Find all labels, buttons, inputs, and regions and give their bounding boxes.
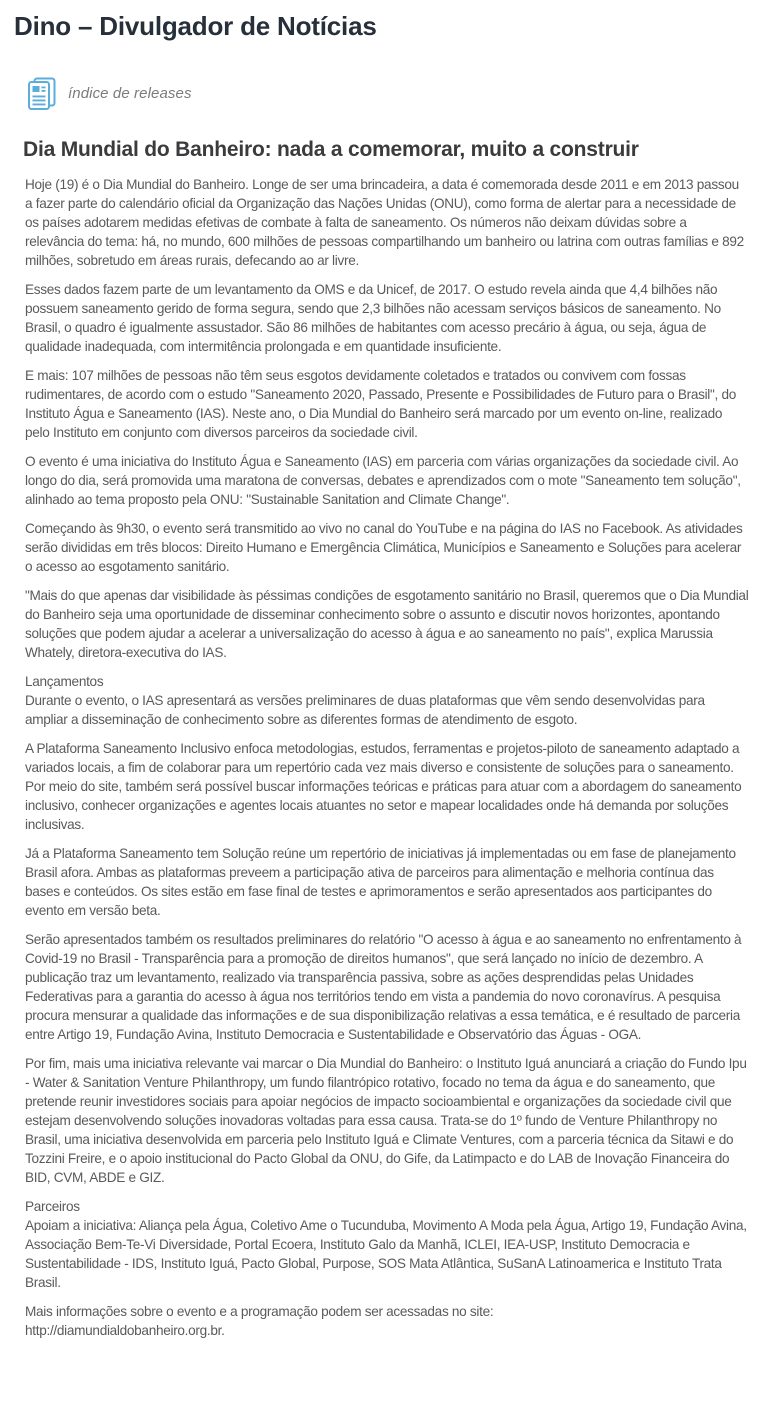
paragraph-plataforma-solucao	[25, 844, 749, 920]
paragraph-parceiros	[25, 1197, 749, 1292]
paragraph-transmissao	[25, 519, 749, 576]
paragraph-text: Por fim, mais uma iniciativa relevante vai marcar o Dia Mundial do Banheiro: o Instituto Iguá anunciará a criação do Fundo Ipu - Water & Sanitation Venture Philanthropy, um fundo filantrópico rotativo, focado no tema da água e do saneamento, que pretende reunir investidores sociais para apoiar negócios de impacto socioambiental e organizações da sociedade civil que estejam desenvolvendo soluções inovadoras voltadas para essa causa. Trata-se do 1º fundo de Venture Philanthropy no Brasil, uma iniciativa desenvolvida em parceria pelo Instituto Iguá e Climate Ventures, com a parceria técnica da Sitawi e do Tozzini Freire, e o apoio institucional do Pacto Global da ONU, do Gife, da Latimpacto e do LAB de Inovação Financeira do BID, CVM, ABDE e GIZ.	[25, 1055, 747, 1185]
article-body	[25, 175, 749, 1340]
paragraph-text: O evento é uma iniciativa do Instituto Água e Saneamento (IAS) em parceria com várias organizações da sociedade civil. Ao longo do dia, será promovida uma maratona de conversas, debates e aprendizados com o mote "Saneamento tem solução", alinhado ao tema proposto pela ONU: "Sustainable Sanitation and Climate Change".	[25, 453, 741, 507]
paragraph-evento-iniciativa	[25, 452, 749, 509]
releases-index-link[interactable]: índice de releases	[68, 85, 192, 102]
paragraph-text: "Mais do que apenas dar visibilidade às péssimas condições de esgotamento sanitário no Brasil, queremos que o Dia Mundial do Banheiro seja uma oportunidade de disseminar conhecimento sobre o assunto e discutir novos horizontes, apontando soluções que podem ajudar a acelerar a universalização do acesso à água e ao saneamento no país", explica Marussia Whately, diretora-executiva do IAS.	[25, 587, 749, 660]
paragraph-text: Durante o evento, o IAS apresentará as versões preliminares de duas plataformas que vêm sendo desenvolvidas para ampliar a disseminação de conhecimento sobre as diferentes formas de atendimento de esgoto.	[25, 692, 705, 727]
paragraph-text: Mais informações sobre o evento e a programação podem ser acessadas no site:	[25, 1303, 494, 1319]
paragraph-oms-unicef	[25, 280, 749, 356]
paragraph-relatorio-covid	[25, 930, 749, 1044]
paragraph-citacao-marussia	[25, 586, 749, 662]
paragraph-mais-informacoes	[25, 1302, 749, 1340]
paragraph-fundo-ipu	[25, 1054, 749, 1187]
section-heading-parceiros: Parceiros	[25, 1198, 80, 1214]
section-heading-lancamentos: Lançamentos	[25, 673, 104, 689]
paragraph-intro	[25, 175, 749, 270]
paragraph-text: Começando às 9h30, o evento será transmitido ao vivo no canal do YouTube e na página do IAS no Facebook. As atividades serão divididas em três blocos: Direito Humano e Emergência Climática, Municípios e Saneamento e Soluções para acelerar o acesso ao esgotamento sanitário.	[25, 520, 743, 574]
site-title: Dino – Divulgador de Notícias	[14, 11, 377, 41]
paragraph-text: Apoiam a iniciativa: Aliança pela Água, Coletivo Ame o Tucunduba, Movimento A Moda pela Água, Artigo 19, Fundação Avina, Associação Bem-Te-Vi Diversidade, Portal Ecoera, Instituto Galo da Manhã, ICLEI, IEA-USP, Instituto Democracia e Sustentabilidade - IDS, Instituto Iguá, Pacto Global, Purpose, SOS Mata Atlântica, SuSanA Latinoamerica e Instituto Trata Brasil.	[25, 1217, 747, 1290]
paragraph-text: Esses dados fazem parte de um levantamento da OMS e da Unicef, de 2017. O estudo revela ainda que 4,4 bilhões não possuem saneamento gerido de forma segura, sendo que 2,3 bilhões não acessam serviços básicos de saneamento. No Brasil, o quadro é igualmente assustador. São 86 milhões de habitantes com acesso precário à água, ou seja, água de qualidade inadequada, com intermitência prolongada e em quantidade insuficiente.	[25, 281, 721, 354]
article-headline: Dia Mundial do Banheiro: nada a comemorar, muito a construir	[23, 137, 639, 161]
paragraph-plataforma-inclusivo	[25, 739, 749, 834]
releases-index-nav[interactable]	[27, 77, 759, 111]
paragraph-text: Já a Plataforma Saneamento tem Solução reúne um repertório de iniciativas já implementadas ou em fase de planejamento Brasil afora. Ambas as plataformas preveem a participação ativa de parceiros para alimentação e melhoria contínua das bases e conteúdos. Os sites estão em fase final de testes e aprimoramentos e serão apresentados aos participantes do evento em versão beta.	[25, 845, 736, 918]
paragraph-text: Serão apresentados também os resultados preliminares do relatório "O acesso à água e ao saneamento no enfrentamento à Covid-19 no Brasil - Transparência para a promoção de direitos humanos", que será lançado no início de dezembro. A publicação traz um levantamento, realizado via transparência passiva, sobre as ações desprendidas pelas Unidades Federativas para a garantia do acesso à água nos territórios tendo em vista a pandemia do novo coronavírus. A pesquisa procura mensurar a qualidade das informações e de sua disponibilização relativas a essa temática, e é resultado de parceria entre Artigo 19, Fundação Avina, Instituto Democracia e Sustentabilidade e Observatório das Águas - OGA.	[25, 931, 742, 1042]
paragraph-esgotos	[25, 366, 749, 442]
releases-index-icon	[27, 77, 57, 111]
paragraph-text: E mais: 107 milhões de pessoas não têm seus esgotos devidamente coletados e tratados ou convivem com fossas rudimentares, de acordo com o estudo "Saneamento 2020, Passado, Presente e Possibilidades de Futuro para o Brasil", do Instituto Água e Saneamento (IAS). Neste ano, o Dia Mundial do Banheiro será marcado por um evento on-line, realizado pelo Instituto em conjunto com diversos parceiros da sociedade civil.	[25, 367, 737, 440]
paragraph-text: A Plataforma Saneamento Inclusivo enfoca metodologias, estudos, ferramentas e projetos-piloto de saneamento adaptado a variados locais, a fim de colaborar para um repertório cada vez mais diverso e consistente de soluções para o saneamento. Por meio do site, também será possível buscar informações teóricas e práticas para atuar com a abordagem do saneamento inclusivo, conhecer organizações e agentes locais atuantes no setor e mapear localidades onde há demanda por soluções inclusivas.	[25, 740, 742, 832]
paragraph-text: Hoje (19) é o Dia Mundial do Banheiro. Longe de ser uma brincadeira, a data é comemorada desde 2011 e em 2013 passou a fazer parte do calendário oficial da Organização das Nações Unidas (ONU), como forma de alertar para a necessidade de os países adotarem medidas efetivas de combate à falta de saneamento. Os números não deixam dúvidas sobre a relevância do tema: há, no mundo, 600 milhões de pessoas compartilhando um banheiro ou latrina com outras famílias e 892 milhões, sobretudo em áreas rurais, defecando ao ar livre.	[25, 176, 744, 268]
event-site-url: http://diamundialdobanheiro.org.br.	[25, 1322, 225, 1338]
paragraph-lancamentos	[25, 672, 749, 729]
